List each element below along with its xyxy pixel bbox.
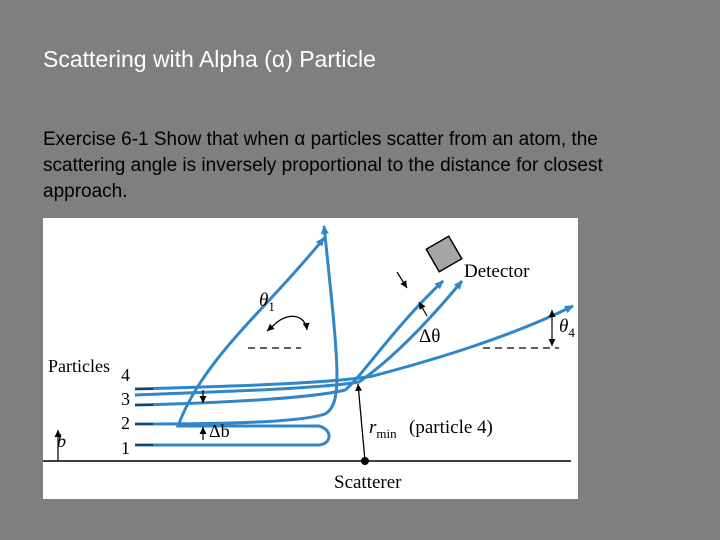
scattering-diagram <box>43 218 578 499</box>
theta1-arc <box>275 316 307 330</box>
particle-number-1: 1 <box>121 438 130 458</box>
theta1-subscript: 1 <box>268 299 275 314</box>
theta4-label: $\theta_4$ <box>559 316 575 340</box>
particles-label: Particles <box>48 356 110 376</box>
particle-number-2: 2 <box>121 413 130 433</box>
delta-theta-arrow-1 <box>397 272 407 288</box>
trajectory-particle-1 <box>135 238 329 445</box>
detector-label: Detector <box>464 261 530 282</box>
rmin-subscript: min <box>376 426 397 441</box>
scatterer-label: Scatterer <box>334 472 402 493</box>
exercise-text: Exercise 6-1 Show that when α particles scatter from an atom, the scattering angle is inversely proportional to the distance for closest approach. <box>43 129 603 202</box>
delta-b-label: Δb <box>209 421 230 441</box>
delta-theta-label: Δθ <box>419 326 441 347</box>
rmin-arrow <box>358 384 365 461</box>
rmin-note: (particle 4) <box>409 417 493 438</box>
b-label: b <box>57 431 66 451</box>
theta1-arrow-tail <box>267 324 275 331</box>
theta4-subscript: 4 <box>568 325 575 340</box>
theta1-label: $\theta_1$ <box>259 290 275 314</box>
particle-number-4: 4 <box>121 365 130 385</box>
slide-title: Scattering with Alpha (α) Particle <box>43 46 376 72</box>
detector-icon <box>426 236 462 272</box>
delta-theta-arrow-2 <box>419 302 427 316</box>
rmin-label: $r_{min}$ <box>369 417 397 441</box>
trajectory-particle-5 <box>135 281 462 395</box>
particle-number-3: 3 <box>121 389 130 409</box>
scatterer-dot <box>361 457 369 465</box>
